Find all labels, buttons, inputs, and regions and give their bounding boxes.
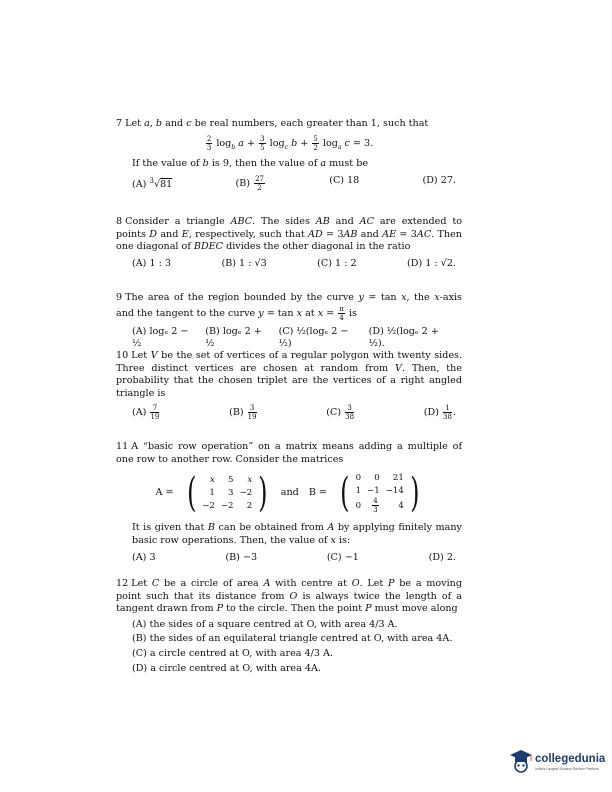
question-8 bbox=[116, 216, 462, 270]
option-c: (C) ½(logₑ 2 − ½) bbox=[278, 325, 349, 350]
question-9 bbox=[116, 292, 462, 351]
question-10-options bbox=[116, 404, 462, 421]
option-b: (B) the sides of an equilateral triangle centred at O, with area 4A. bbox=[132, 633, 453, 645]
question-12-text: 12 Let C be a circle of area A with centre at O. Let P be a moving point such that its distance from O is always twice the length of a tangent drawn from P to the circle. Then the point P must move along bbox=[116, 578, 462, 615]
question-8-options bbox=[116, 258, 462, 271]
question-7 bbox=[116, 118, 462, 192]
question-9-text: 9 The area of the region bounded by the curve y = tan x, the x-axis and the tangent to the curve y = tan x at x = $\frac{\pi}{4}$ is bbox=[116, 292, 462, 322]
option-b: (B) $\frac{27}{2}$ bbox=[235, 174, 264, 192]
option-c: (C) 18 bbox=[329, 174, 360, 186]
matrix-a-label: A = bbox=[155, 486, 174, 498]
question-10-text: 10 Let V be the set of vertices of a regular polygon with twenty sides. Three distinct vertices are chosen at random from V. Then, the probability that the chosen triplet are the vertices of a right angled triangle is bbox=[116, 350, 462, 399]
collegedunia-logo bbox=[509, 748, 606, 778]
question-10 bbox=[116, 350, 462, 421]
question-9-options bbox=[116, 326, 462, 351]
option-a: (A) logₑ 2 − ½ bbox=[132, 325, 189, 350]
question-7-options bbox=[116, 175, 462, 192]
matrix-connector: and bbox=[280, 486, 299, 498]
matrix-b: ( 0 0 21 1 −1 −14 0 $\frac{4}{3}$ 4 ) bbox=[340, 470, 420, 517]
question-11-prompt: It is given that B can be obtained from A by applying finitely many basic row operations. Then, the value of x is: bbox=[132, 522, 462, 546]
option-d: (D) ½(logₑ 2 + ½). bbox=[368, 325, 439, 350]
option-a: (A) 3 bbox=[132, 551, 156, 563]
question-12-options bbox=[116, 619, 462, 675]
option-a: (A) 1 : 3 bbox=[132, 257, 172, 269]
question-11 bbox=[116, 441, 462, 564]
option-b: (B) −3 bbox=[225, 551, 258, 563]
question-11-options bbox=[116, 552, 462, 565]
option-b: (B) logₑ 2 + ½ bbox=[205, 325, 262, 350]
question-7-text: 7 Let a, b and c be real numbers, each greater than 1, such that bbox=[116, 118, 429, 129]
question-7-equation: $\frac{2}{3}$ $\log_b a$ + $\frac{3}{5}$ $\log_c b$ + $\frac{5}{2}$ $\log_a c = 3$. bbox=[206, 134, 374, 152]
matrix-b-label: B = bbox=[308, 486, 327, 498]
question-11-text: 11 A “basic row operation” on a matrix means adding a multiple of one row to another row. Consider the matrices bbox=[116, 441, 462, 465]
logo-tagline: India's Largest Student Review Platform bbox=[535, 767, 599, 771]
question-7-prompt: If the value of b is 9, then the value of a must be bbox=[132, 158, 369, 170]
option-a: (A) $\frac{7}{19}$ bbox=[132, 404, 160, 422]
option-a: (A) $^3$√81 bbox=[132, 176, 173, 190]
option-c: (C) $\frac{3}{38}$ bbox=[326, 404, 355, 422]
option-d: (D) a circle centred at O, with area 4A. bbox=[132, 662, 321, 674]
option-b: (B) $\frac{3}{19}$ bbox=[229, 404, 257, 422]
graduate-cap-icon bbox=[509, 748, 533, 774]
option-a: (A) the sides of a square centred at O, with area 4/3 A. bbox=[132, 618, 398, 630]
matrix-a: ( x 5 x 1 3 −2 −2 −2 2 ) bbox=[186, 470, 268, 517]
option-d: (D) 2. bbox=[428, 551, 456, 563]
option-d: (D) 1 : √2. bbox=[407, 257, 456, 269]
option-b: (B) 1 : √3 bbox=[221, 257, 267, 269]
question-12 bbox=[116, 578, 462, 677]
option-c: (C) −1 bbox=[326, 551, 359, 563]
option-d: (D) $\frac{1}{38}$ . bbox=[423, 404, 456, 422]
option-c: (C) a circle centred at O, with area 4/3 A. bbox=[132, 647, 333, 659]
logo-name: collegedunia bbox=[535, 753, 606, 765]
option-d: (D) 27. bbox=[422, 174, 456, 186]
matrices bbox=[116, 470, 462, 517]
question-8-text: 8 Consider a triangle ABC. The sides AB and AC are extended to points D and E, respectively, such that AD = 3AB and AE = 3AC. Then one diagonal of BDEC divides the other diagonal in the ratio bbox=[116, 216, 463, 253]
option-c: (C) 1 : 2 bbox=[317, 257, 357, 269]
